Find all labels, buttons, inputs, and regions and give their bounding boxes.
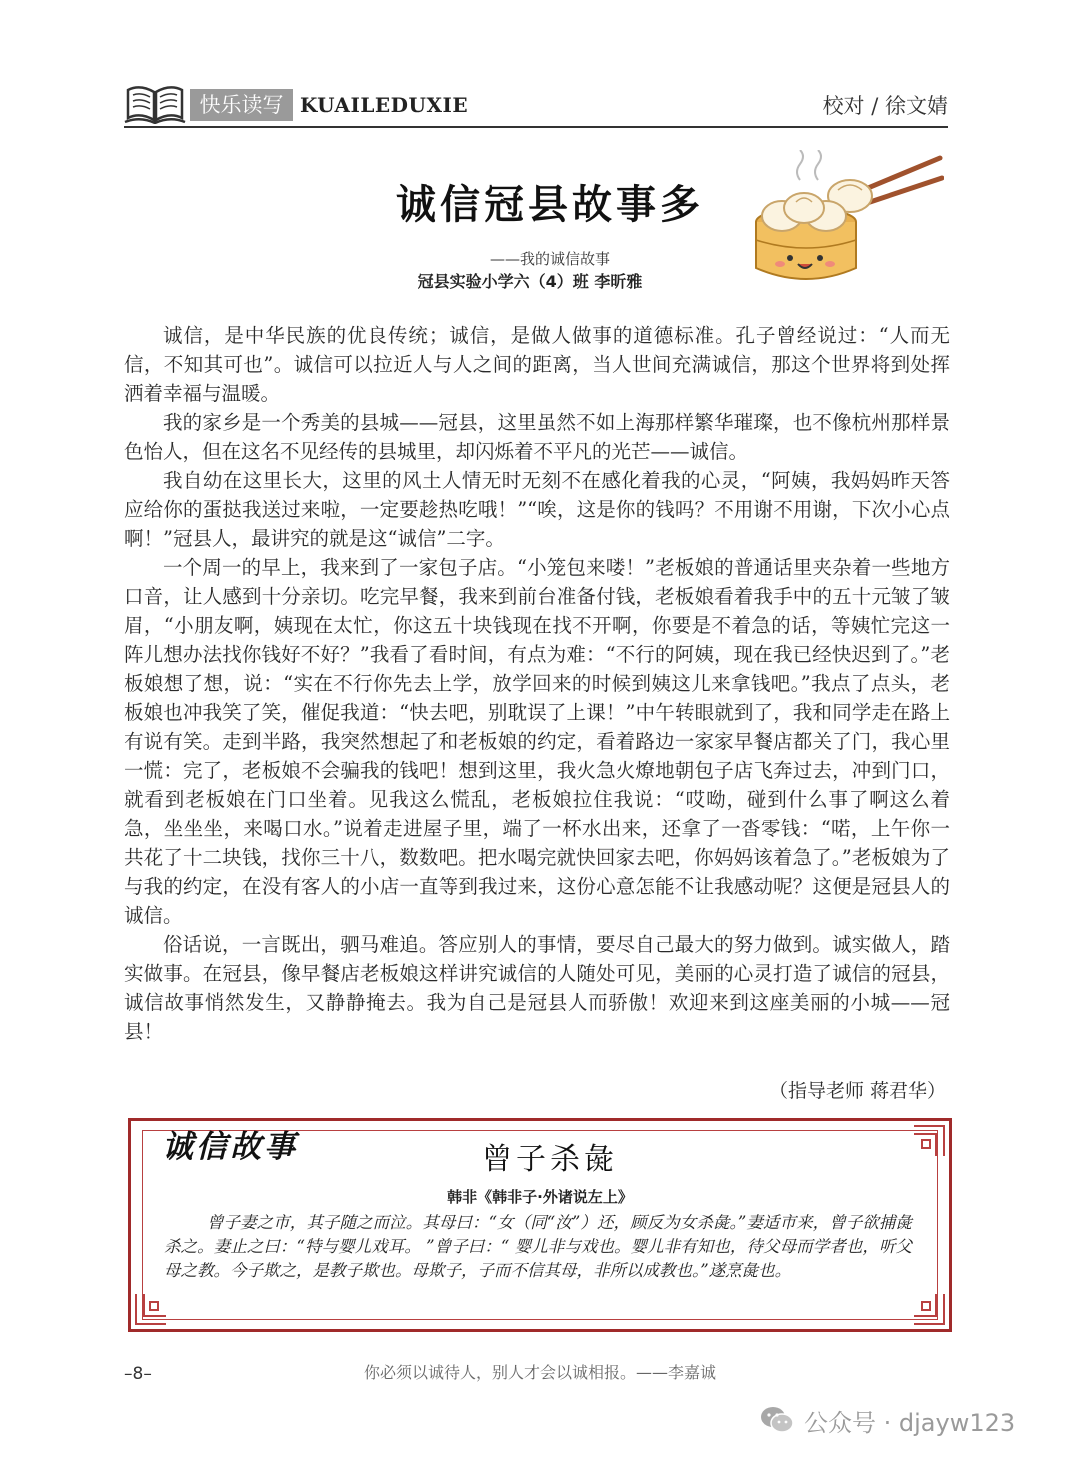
story-box-label: 诚信故事 [162, 1129, 298, 1165]
story-paragraph: 曾子妻之市，其子随之而泣。其母曰：“女（同“汝”）还，顾反为女杀彘。”妻适市来，曾子欲捕彘杀之。妻止之曰：“特与婴儿戏耳。 ”曾子曰：“ 婴儿非与戏也。婴儿非有知也，待父母而学者也，听父母之教。今子欺之，是教子欺也。母欺子，子而不信其母，非所以成教也。”遂烹彘也。 [164, 1213, 912, 1280]
column-name-tag: 快乐读写 [190, 89, 293, 121]
article-paragraph: 我自幼在这里长大，这里的风土人情无时无刻不在感化着我的心灵，“阿姨，我妈妈昨天答应给你的蛋挞我送过来啦，一定要趁热吃哦！”“唉，这是你的钱吗？不用谢不用谢，下次小心点啊！”冠县人，最讲究的就是这“诚信”二字。 [124, 469, 950, 550]
proofreader-credit: 校对 / 徐文婧 [822, 94, 948, 118]
article-paragraph: 一个周一的早上，我来到了一家包子店。“小笼包来喽！”老板娘的普通话里夹杂着一些地方口音，让人感到十分亲切。吃完早餐，我来到前台准备付钱，老板娘看着我手中的五十元皱了皱眉，“小朋友啊，姨现在太忙，你这五十块钱现在找不开啊，你要是不着急的话，等姨忙完这一阵儿想办法找你钱好不好？”我看了看时间，有点为难：“不行的阿姨，现在我已经快迟到了。”老板娘想了想，说：“实在不行你先去上学，放学回来的时候到姨这儿来拿钱吧。”我点了点头，老板娘也冲我笑了笑，催促我道：“快去吧，别耽误了上课！”中午转眼就到了，我和同学走在路上有说有笑。走到半路，我突然想起了和老板娘的约定，看着路边一家家早餐店都关了门，我心里一慌：完了，老板娘不会骗我的钱吧！想到这里，我火急火燎地朝包子店飞奔过去，冲到门口，就看到老板娘在门口坐着。见我这么慌乱，老板娘拉住我说：“哎呦，碰到什么事了啊这么着急，坐坐坐，来喝口水。”说着走进屋子里，端了一杯水出来，还拿了一沓零钱：“喏，上午你一共花了十二块钱，找你三十八，数数吧。把水喝完就快回家去吧，你妈妈该着急了。”老板娘为了与我的约定，在没有客人的小店一直等到我过来，这份心意怎能不让我感动呢？这便是冠县人的诚信。 [124, 556, 950, 927]
column-name-english: KUAILEDUXIE [300, 93, 469, 117]
frame-corner-ornament [134, 1292, 168, 1326]
watermark [760, 1402, 1015, 1438]
article-subtitle: ——我的诚信故事 [489, 250, 610, 268]
watermark-text: 公众号 · djayw123 [804, 1408, 1016, 1437]
story-title: 曾子杀彘 [482, 1142, 618, 1177]
frame-corner-ornament [912, 1292, 946, 1326]
article-title: 诚信冠县故事多 [396, 181, 704, 228]
page-number: –8– [124, 1364, 152, 1384]
article-body [124, 321, 950, 1046]
teacher-signature: （指导老师 蒋君华） [768, 1080, 946, 1102]
frame-corner-ornament [912, 1124, 946, 1158]
story-text [164, 1211, 912, 1283]
header-divider [124, 126, 948, 128]
article-paragraph: 我的家乡是一个秀美的县城——冠县，这里虽然不如上海那样繁华璀璨，也不像杭州那样景色怡人，但在这名不见经传的县城里，却闪烁着不平凡的光芒——诚信。 [124, 411, 950, 463]
footer-quote: 你必须以诚待人，别人才会以诚相报。——李嘉诚 [363, 1363, 716, 1382]
story-source: 韩非《韩非子·外诸说左上》 [447, 1188, 633, 1206]
open-book-icon [124, 80, 186, 124]
wechat-icon [760, 1405, 794, 1435]
article-paragraph: 诚信，是中华民族的优良传统；诚信，是做人做事的道德标准。孔子曾经说过：“人而无信，不知其可也”。诚信可以拉近人与人之间的距离，当人世间充满诚信，那这个世界将到处挥洒着幸福与温暖。 [124, 324, 950, 405]
article-author: 冠县实验小学六（4）班 李昕雅 [417, 272, 643, 291]
article-paragraph: 俗话说，一言既出，驷马难追。答应别人的事情，要尽自己最大的努力做到。诚实做人，踏实做事。在冠县，像早餐店老板娘这样讲究诚信的人随处可见，美丽的心灵打造了诚信的冠县，诚信故事悄然发生，又静静掩去。我为自己是冠县人而骄傲！欢迎来到这座美丽的小城——冠县！ [124, 933, 950, 1043]
steamed-buns-illustration [748, 150, 944, 290]
